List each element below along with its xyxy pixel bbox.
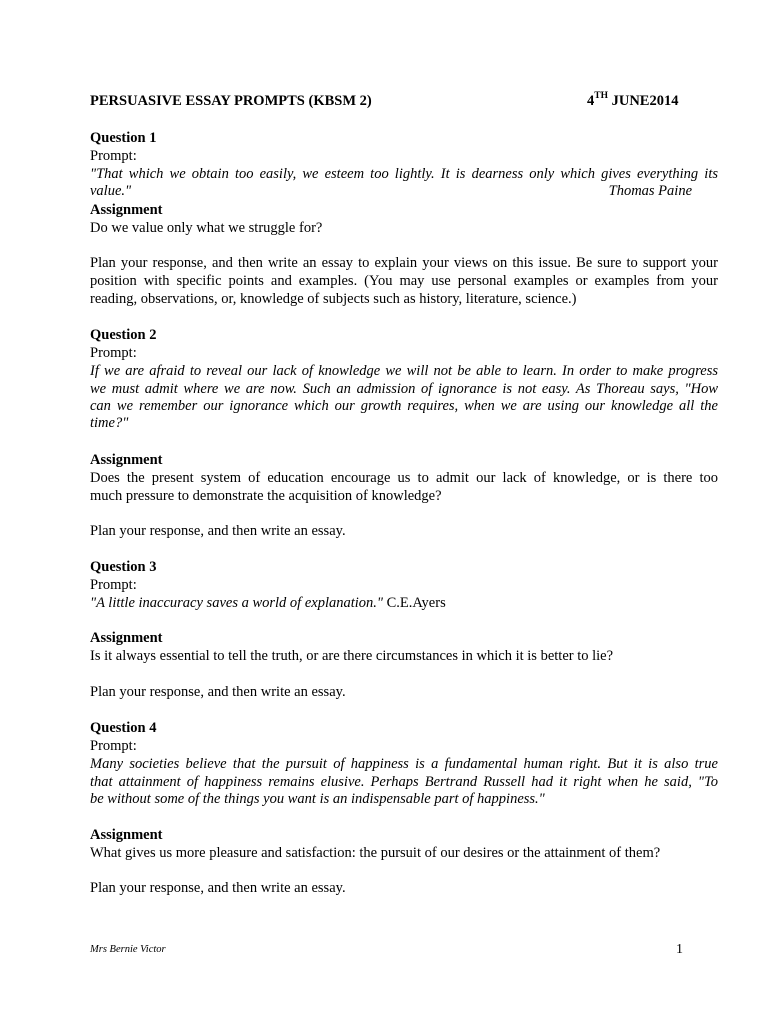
question-4-prompt-label: Prompt: xyxy=(90,738,137,754)
question-1-attribution: Thomas Paine xyxy=(608,183,692,199)
question-2-plan: Plan your response, and then write an essay. xyxy=(90,523,346,539)
question-3-assignment-label: Assignment xyxy=(90,630,163,646)
question-4-quote-line: be without some of the things you want is an indispensable part of happiness." xyxy=(90,791,545,807)
question-1-quote-line xyxy=(90,182,718,200)
question-4-assignment: What gives us more pleasure and satisfaction: the pursuit of our desires or the attainment of them? xyxy=(90,845,661,861)
question-4-plan: Plan your response, and then write an essay. xyxy=(90,880,346,896)
question-1-plan-line: reading, observations, or, knowledge of subjects such as history, literature, science.) xyxy=(90,291,577,307)
question-3-assignment: Is it always essential to tell the truth, or are there circumstances in which it is better to lie? xyxy=(90,648,614,664)
question-4-quote-line: that attainment of happiness remains elusive. Perhaps Bertrand Russell had it right when he said, "To xyxy=(90,774,718,790)
date-rest: JUNE2014 xyxy=(607,93,679,109)
question-1-quote-line: "That which we obtain too easily, we esteem too lightly. It is dearness only which gives everything its xyxy=(90,166,718,182)
question-3-plan: Plan your response, and then write an essay. xyxy=(90,684,346,700)
question-2-quote-line: If we are afraid to reveal our lack of knowledge we will not be able to learn. In order to make progress xyxy=(90,363,718,379)
document-title: PERSUASIVE ESSAY PROMPTS (KBSM 2) xyxy=(90,93,372,109)
question-1-plan-line: Plan your response, and then write an essay to explain your views on this issue. Be sure to support your xyxy=(90,255,718,271)
question-2-assignment-line: Does the present system of education encourage us to admit our lack of knowledge, or is there too xyxy=(90,470,718,486)
document-date xyxy=(587,93,678,110)
question-1-quote-end: value." xyxy=(90,183,132,199)
question-3-attribution: C.E.Ayers xyxy=(383,595,446,611)
question-2-assignment-label: Assignment xyxy=(90,452,163,468)
question-2-quote-line: time?" xyxy=(90,415,129,431)
question-4-quote-line: Many societies believe that the pursuit of happiness is a fundamental human right. But it is also true xyxy=(90,756,718,772)
question-2-quote-line: can we remember our ignorance which our growth requires, when we are using our knowledge all the xyxy=(90,398,718,414)
question-3-heading: Question 3 xyxy=(90,559,157,575)
question-1-assignment-label: Assignment xyxy=(90,202,163,218)
question-1-plan-line: position with specific points and examples. (You may use personal examples or examples from your xyxy=(90,273,718,289)
question-2-prompt-label: Prompt: xyxy=(90,345,137,361)
footer-author: Mrs Bernie Victor xyxy=(90,944,166,955)
date-day: 4 xyxy=(587,93,595,109)
page-number: 1 xyxy=(676,942,683,957)
question-4-heading: Question 4 xyxy=(90,720,157,736)
question-2-heading: Question 2 xyxy=(90,327,157,343)
question-2-assignment-line: much pressure to demonstrate the acquisition of knowledge? xyxy=(90,488,442,504)
question-1-prompt-label: Prompt: xyxy=(90,148,137,164)
question-1-heading: Question 1 xyxy=(90,130,157,146)
question-3-quote: "A little inaccuracy saves a world of explanation." xyxy=(90,595,384,611)
question-1-assignment: Do we value only what we struggle for? xyxy=(90,220,323,236)
question-4-assignment-label: Assignment xyxy=(90,827,163,843)
question-2-quote-line: we must admit where we are now. Such an admission of ignorance is not easy. As Thoreau says, "How xyxy=(90,381,718,397)
question-3-quote-line xyxy=(90,594,718,612)
question-3-prompt-label: Prompt: xyxy=(90,577,137,593)
date-suffix: TH xyxy=(594,91,608,101)
